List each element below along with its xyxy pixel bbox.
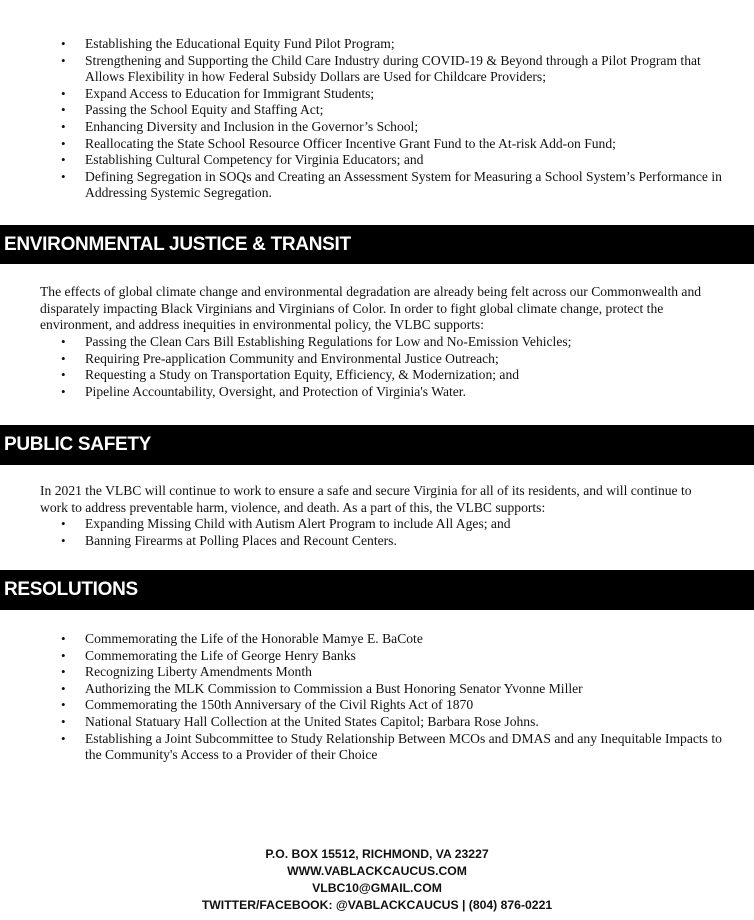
list-item-text: Establishing the Educational Equity Fund Pilot Program;	[85, 36, 395, 51]
list-item	[0, 384, 754, 401]
list-item-text: Recognizing Liberty Amendments Month	[85, 664, 312, 680]
list-item-text: Commemorating the Life of the Honorable Mamye E. BaCote	[85, 631, 423, 646]
bullet-icon: •	[61, 135, 66, 151]
list-item-text: Establishing Cultural Competency for Virginia Educators; and	[85, 152, 424, 168]
footer-social: TWITTER/FACEBOOK: @VABLACKCAUCUS | (804) 876-0221	[201, 898, 553, 912]
list-item-text: Establishing a Joint Subcommittee to Study Relationship Between MCOs and DMAS and any Inequitable Impacts to the Community's Access to a Provider of their Choice	[85, 730, 722, 763]
list-item	[0, 119, 754, 136]
footer-website-link[interactable]: WWW.VABLACKCAUCUS.COM	[287, 864, 467, 878]
bullet-icon: •	[61, 118, 66, 134]
footer-address: P.O. BOX 15512, RICHMOND, VA 23227	[265, 847, 489, 861]
bullet-icon: •	[61, 713, 66, 729]
list-item	[0, 53, 754, 86]
environment-list	[0, 334, 754, 400]
bullet-icon: •	[61, 102, 66, 118]
list-item	[0, 102, 754, 119]
resolutions-section-heading: RESOLUTIONS	[0, 570, 754, 610]
bullet-icon: •	[61, 367, 66, 383]
contact-footer	[0, 846, 754, 914]
bullet-icon: •	[61, 631, 66, 646]
public-safety-section-heading: PUBLIC SAFETY	[0, 425, 754, 465]
list-item	[0, 367, 754, 384]
list-item	[0, 136, 754, 153]
list-item	[0, 334, 754, 351]
bullet-icon: •	[61, 697, 66, 713]
list-item-text: Requesting a Study on Transportation Equity, Efficiency, & Modernization; and	[85, 367, 520, 383]
bullet-icon: •	[61, 350, 66, 366]
public-safety-intro: In 2021 the VLBC will continue to work to ensure a safe and secure Virginia for all of its residents, and will continue to work to address preventable harm, violence, and death. As a part of this, the VLBC supports:	[40, 483, 692, 515]
list-item-text: Banning Firearms at Polling Places and Recount Centers.	[85, 532, 397, 548]
resolutions-list-section	[0, 631, 754, 764]
bullet-icon: •	[61, 532, 66, 548]
list-item-text: Strengthening and Supporting the Child Care Industry during COVID-19 & Beyond through a Pilot Program that Allows Flexibility in how Federal Subsidy Dollars are Used for Childcare Providers;	[85, 52, 701, 85]
list-item	[0, 697, 754, 714]
education-list	[0, 36, 754, 202]
list-item-text: Commemorating the Life of George Henry Banks	[85, 647, 356, 663]
list-item-text: Pipeline Accountability, Oversight, and Protection of Virginia's Water.	[85, 383, 466, 399]
list-item	[0, 631, 754, 648]
education-list-section	[0, 36, 754, 202]
list-item-text: Authorizing the MLK Commission to Commission a Bust Honoring Senator Yvonne Miller	[85, 680, 583, 696]
list-item	[0, 648, 754, 665]
list-item	[0, 169, 754, 202]
bullet-icon: •	[61, 36, 66, 51]
list-item	[0, 533, 754, 550]
list-item	[0, 714, 754, 731]
environment-intro: The effects of global climate change and environmental degradation are already being felt across our Commonwealth and disparately impacting Black Virginians and Virginians of Color. In order to fight global climate change, protect the environment, and address inequities in environmental policy, the VLBC supports:	[40, 284, 702, 333]
list-item-text: Expanding Missing Child with Autism Alert Program to include All Ages; and	[85, 516, 511, 531]
bullet-icon: •	[61, 168, 66, 184]
list-item-text: Commemorating the 150th Anniversary of the Civil Rights Act of 1870	[85, 697, 474, 713]
list-item	[0, 516, 754, 533]
bullet-icon: •	[61, 680, 66, 696]
list-item-text: Reallocating the State School Resource Officer Incentive Grant Fund to the At-risk Add-on Fund;	[85, 135, 616, 151]
list-item	[0, 681, 754, 698]
list-item-text: Requiring Pre-application Community and Environmental Justice Outreach;	[85, 350, 499, 366]
public-safety-list-section	[0, 516, 754, 549]
environment-list-section	[0, 334, 754, 400]
bullet-icon: •	[61, 334, 66, 349]
list-item-text: National Statuary Hall Collection at the United States Capitol; Barbara Rose Johns.	[85, 713, 539, 729]
list-item	[0, 731, 754, 764]
list-item-text: Passing the Clean Cars Bill Establishing Regulations for Low and No-Emission Vehicles;	[85, 334, 572, 349]
list-item	[0, 351, 754, 368]
list-item-text: Defining Segregation in SOQs and Creating an Assessment System for Measuring a School System’s Performance in Addressing Systemic Segregation.	[85, 168, 722, 201]
bullet-icon: •	[61, 152, 66, 168]
bullet-icon: •	[61, 730, 66, 746]
list-item	[0, 36, 754, 53]
bullet-icon: •	[61, 664, 66, 680]
bullet-icon: •	[61, 383, 66, 399]
bullet-icon: •	[61, 85, 66, 101]
footer-email-link[interactable]: VLBC10@GMAIL.COM	[312, 881, 442, 895]
bullet-icon: •	[61, 52, 66, 68]
list-item	[0, 152, 754, 169]
list-item	[0, 664, 754, 681]
list-item-text: Passing the School Equity and Staffing Act;	[85, 102, 324, 118]
list-item-text: Expand Access to Education for Immigrant Students;	[85, 85, 375, 101]
resolutions-list	[0, 631, 754, 764]
bullet-icon: •	[61, 516, 66, 531]
public-safety-list	[0, 516, 754, 549]
bullet-icon: •	[61, 647, 66, 663]
list-item-text: Enhancing Diversity and Inclusion in the Governor’s School;	[85, 118, 419, 134]
environment-section-heading: ENVIRONMENTAL JUSTICE & TRANSIT	[0, 225, 754, 264]
list-item	[0, 86, 754, 103]
